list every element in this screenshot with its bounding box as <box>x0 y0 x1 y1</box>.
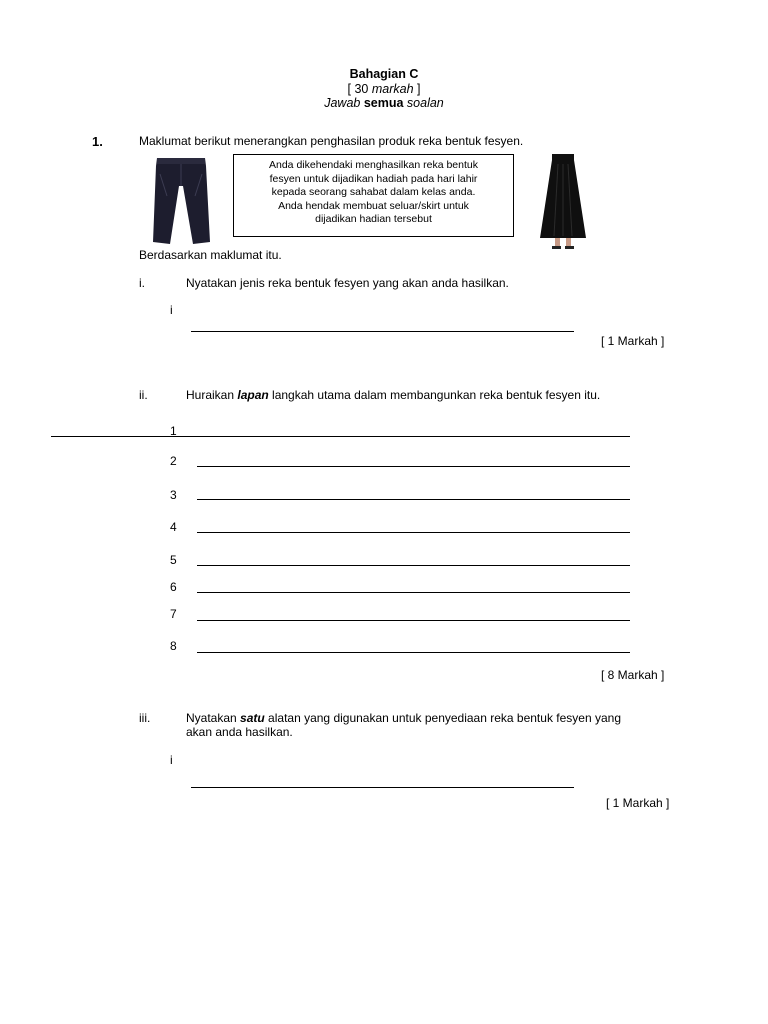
part-i-marks: [ 1 Markah ] <box>601 334 665 348</box>
scenario-box <box>233 154 514 237</box>
trousers-image <box>150 156 212 246</box>
scenario-line: kepada seorang sahabat dalam kelas anda. <box>271 186 476 199</box>
part-iii-marks: [ 1 Markah ] <box>606 796 670 810</box>
scenario-line: dijadikan hadian tersebut <box>315 213 432 226</box>
answer-label: i <box>170 753 173 767</box>
total-marks: [ 30 markah ] <box>347 82 421 96</box>
step-number: 4 <box>170 520 177 534</box>
answer-line[interactable] <box>197 652 630 653</box>
answer-line[interactable] <box>197 532 630 533</box>
part-ii-marks: [ 8 Markah ] <box>601 668 665 682</box>
answer-line[interactable] <box>197 466 630 467</box>
question-number: 1. <box>92 134 103 149</box>
answer-line[interactable] <box>191 787 574 788</box>
step-number: 5 <box>170 553 177 567</box>
part-ii-text: Huraikan lapan langkah utama dalam membangunkan reka bentuk fesyen itu. <box>186 388 601 402</box>
step-number: 6 <box>170 580 177 594</box>
section-title: Bahagian C <box>349 67 419 81</box>
part-iii-text-line2: akan anda hasilkan. <box>186 725 293 739</box>
step-number: 3 <box>170 488 177 502</box>
part-iii-label: iii. <box>139 711 151 725</box>
answer-line[interactable] <box>197 592 630 593</box>
answer-line[interactable] <box>197 499 630 500</box>
step-number: 7 <box>170 607 177 621</box>
part-i-text: Nyatakan jenis reka bentuk fesyen yang akan anda hasilkan. <box>186 276 509 290</box>
part-iii-text: Nyatakan satu alatan yang digunakan untuk penyediaan reka bentuk fesyen yang <box>186 711 621 725</box>
skirt-image <box>536 152 590 252</box>
question-intro: Maklumat berikut menerangkan penghasilan produk reka bentuk fesyen. <box>139 134 524 148</box>
answer-label: i <box>170 303 173 317</box>
step-number: 2 <box>170 454 177 468</box>
based-on-text: Berdasarkan maklumat itu. <box>139 248 282 262</box>
step-number: 1 <box>170 424 177 438</box>
step-number: 8 <box>170 639 177 653</box>
section-instruction: Jawab semua soalan <box>324 96 444 110</box>
scenario-line: Anda hendak membuat seluar/skirt untuk <box>278 199 469 212</box>
scenario-line: Anda dikehendaki menghasilkan reka bentuk <box>269 159 478 171</box>
part-i-label: i. <box>139 276 145 290</box>
answer-line[interactable] <box>197 620 630 621</box>
answer-line[interactable] <box>197 565 630 566</box>
scenario-line: fesyen untuk dijadikan hadiah pada hari lahir <box>269 172 478 185</box>
answer-line[interactable] <box>191 331 574 332</box>
part-ii-label: ii. <box>139 388 148 402</box>
answer-line[interactable] <box>51 436 630 437</box>
